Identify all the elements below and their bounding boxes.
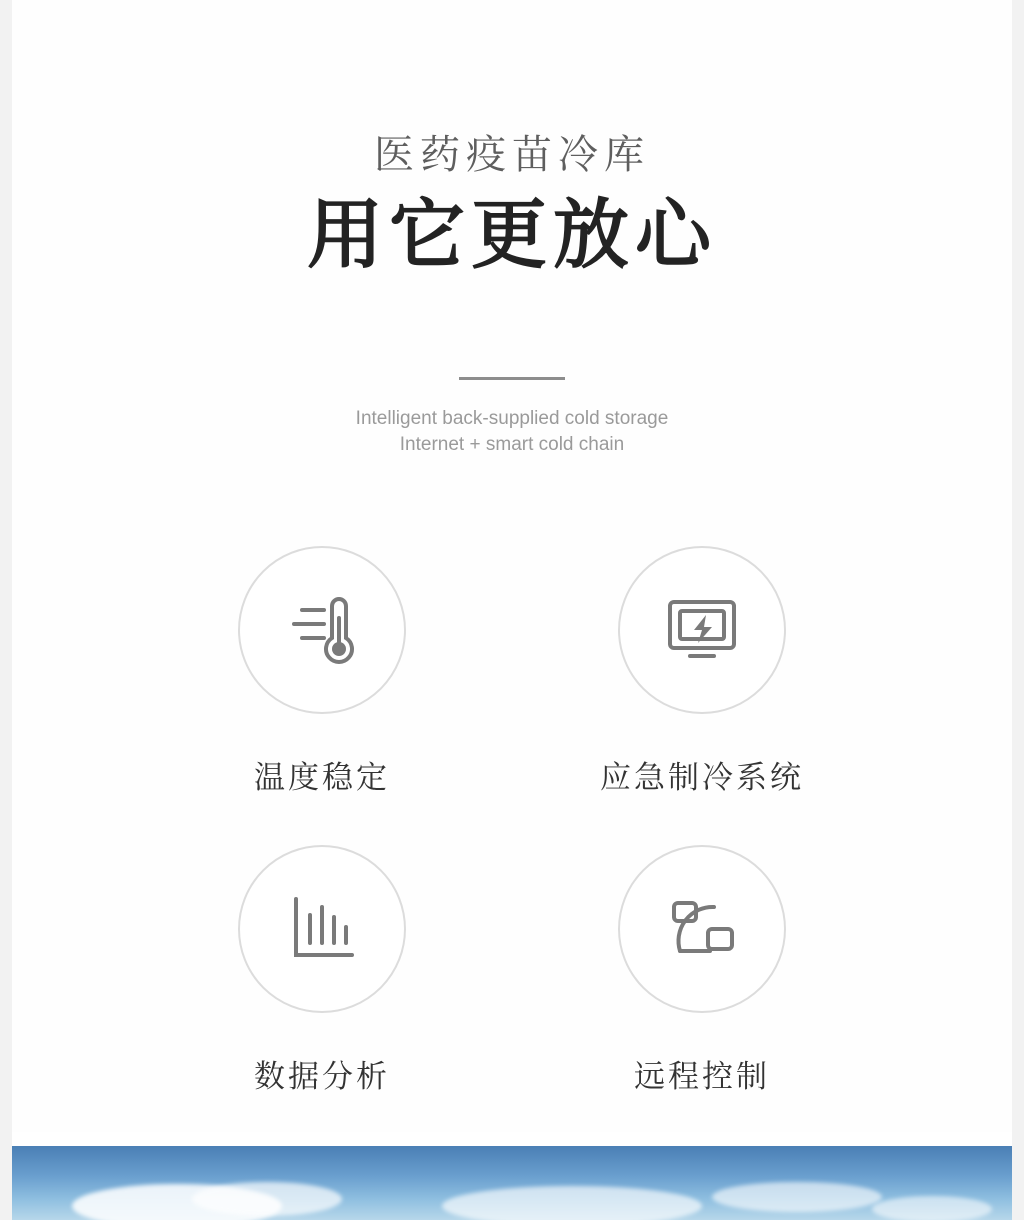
feature-item-remote-control bbox=[512, 845, 892, 1096]
feature-item-temperature bbox=[132, 546, 512, 797]
bar-chart-icon bbox=[276, 883, 368, 975]
emergency-cooling-monitor-icon bbox=[656, 584, 748, 676]
thermometer-icon bbox=[276, 584, 368, 676]
feature-label: 远程控制 bbox=[634, 1058, 770, 1094]
feature-item-emergency-cooling bbox=[512, 546, 892, 797]
english-line-2: Internet + smart cold chain bbox=[399, 434, 625, 456]
cloud-shape bbox=[872, 1196, 992, 1220]
right-rail bbox=[1012, 0, 1024, 1220]
photo-strip-gap bbox=[12, 1132, 1012, 1146]
remote-control-icon bbox=[656, 883, 748, 975]
poster-content bbox=[12, 0, 1012, 1220]
divider-rule bbox=[459, 377, 565, 380]
feature-item-data-analysis bbox=[132, 845, 512, 1096]
title-chinese: 用它更放心 bbox=[307, 193, 717, 278]
cloud-shape bbox=[442, 1186, 702, 1220]
feature-label: 应急制冷系统 bbox=[600, 759, 804, 795]
feature-icon-circle bbox=[238, 845, 406, 1013]
cloud-shape bbox=[712, 1182, 882, 1212]
feature-label: 温度稳定 bbox=[254, 759, 390, 795]
feature-grid bbox=[132, 546, 892, 1096]
left-rail bbox=[0, 0, 12, 1220]
feature-label: 数据分析 bbox=[254, 1058, 390, 1094]
cloud-shape bbox=[192, 1182, 342, 1216]
sky-photo-strip bbox=[12, 1146, 1012, 1220]
feature-icon-circle bbox=[618, 845, 786, 1013]
english-tagline bbox=[12, 406, 1012, 457]
headline-block bbox=[12, 0, 1012, 279]
feature-icon-circle bbox=[238, 546, 406, 714]
feature-icon-circle bbox=[618, 546, 786, 714]
subtitle-chinese: 医药疫苗冷库 bbox=[374, 133, 650, 177]
english-line-1: Intelligent back-supplied cold storage bbox=[355, 408, 669, 430]
